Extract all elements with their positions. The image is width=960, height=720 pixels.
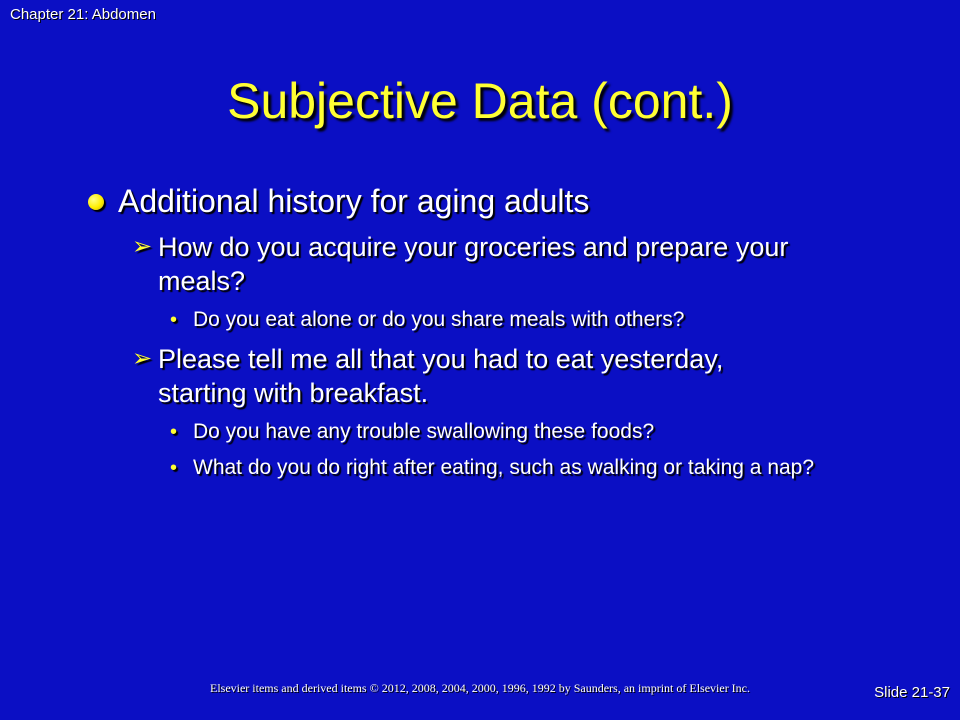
copyright-notice: Elsevier items and derived items © 2012, 2008, 2004, 2000, 1996, 1992 by Saunders, an imprint of Elsevier Inc. — [209, 681, 751, 695]
bullet-level3-text: Do you have any trouble swallowing these foods? — [193, 420, 655, 443]
slide-number: Slide 21-37 — [874, 684, 950, 701]
bullet-level1-text: Additional history for aging adults — [118, 183, 590, 219]
small-dot-icon: • — [170, 421, 178, 443]
slide-title: Subjective Data (cont.) — [227, 73, 733, 129]
bullet-level3-text: Do you eat alone or do you share meals with others? — [193, 308, 685, 331]
bullet-level3-swallowing — [168, 418, 843, 446]
bullet-level3-text: What do you do right after eating, such as walking or taking a nap? — [193, 456, 815, 479]
arrow-bullet-icon: ➢ — [132, 233, 153, 260]
bullet-level2-text: Please tell me all that you had to eat yesterday, starting with breakfast. — [158, 344, 724, 408]
bullet-level1 — [88, 182, 888, 220]
yellow-dot-icon — [88, 194, 104, 210]
arrow-bullet-icon: ➢ — [132, 345, 153, 372]
bullet-level2-yesterday — [128, 342, 798, 410]
slide-content — [88, 182, 888, 490]
chapter-label: Chapter 21: Abdomen — [10, 6, 156, 23]
bullet-level2-groceries — [128, 230, 798, 298]
bullet-level2-text: How do you acquire your groceries and prepare your meals? — [158, 232, 789, 296]
bullet-level3-after-eating — [168, 454, 843, 482]
small-dot-icon: • — [170, 309, 178, 331]
bullet-level3-eat-alone — [168, 306, 843, 334]
small-dot-icon: • — [170, 457, 178, 479]
